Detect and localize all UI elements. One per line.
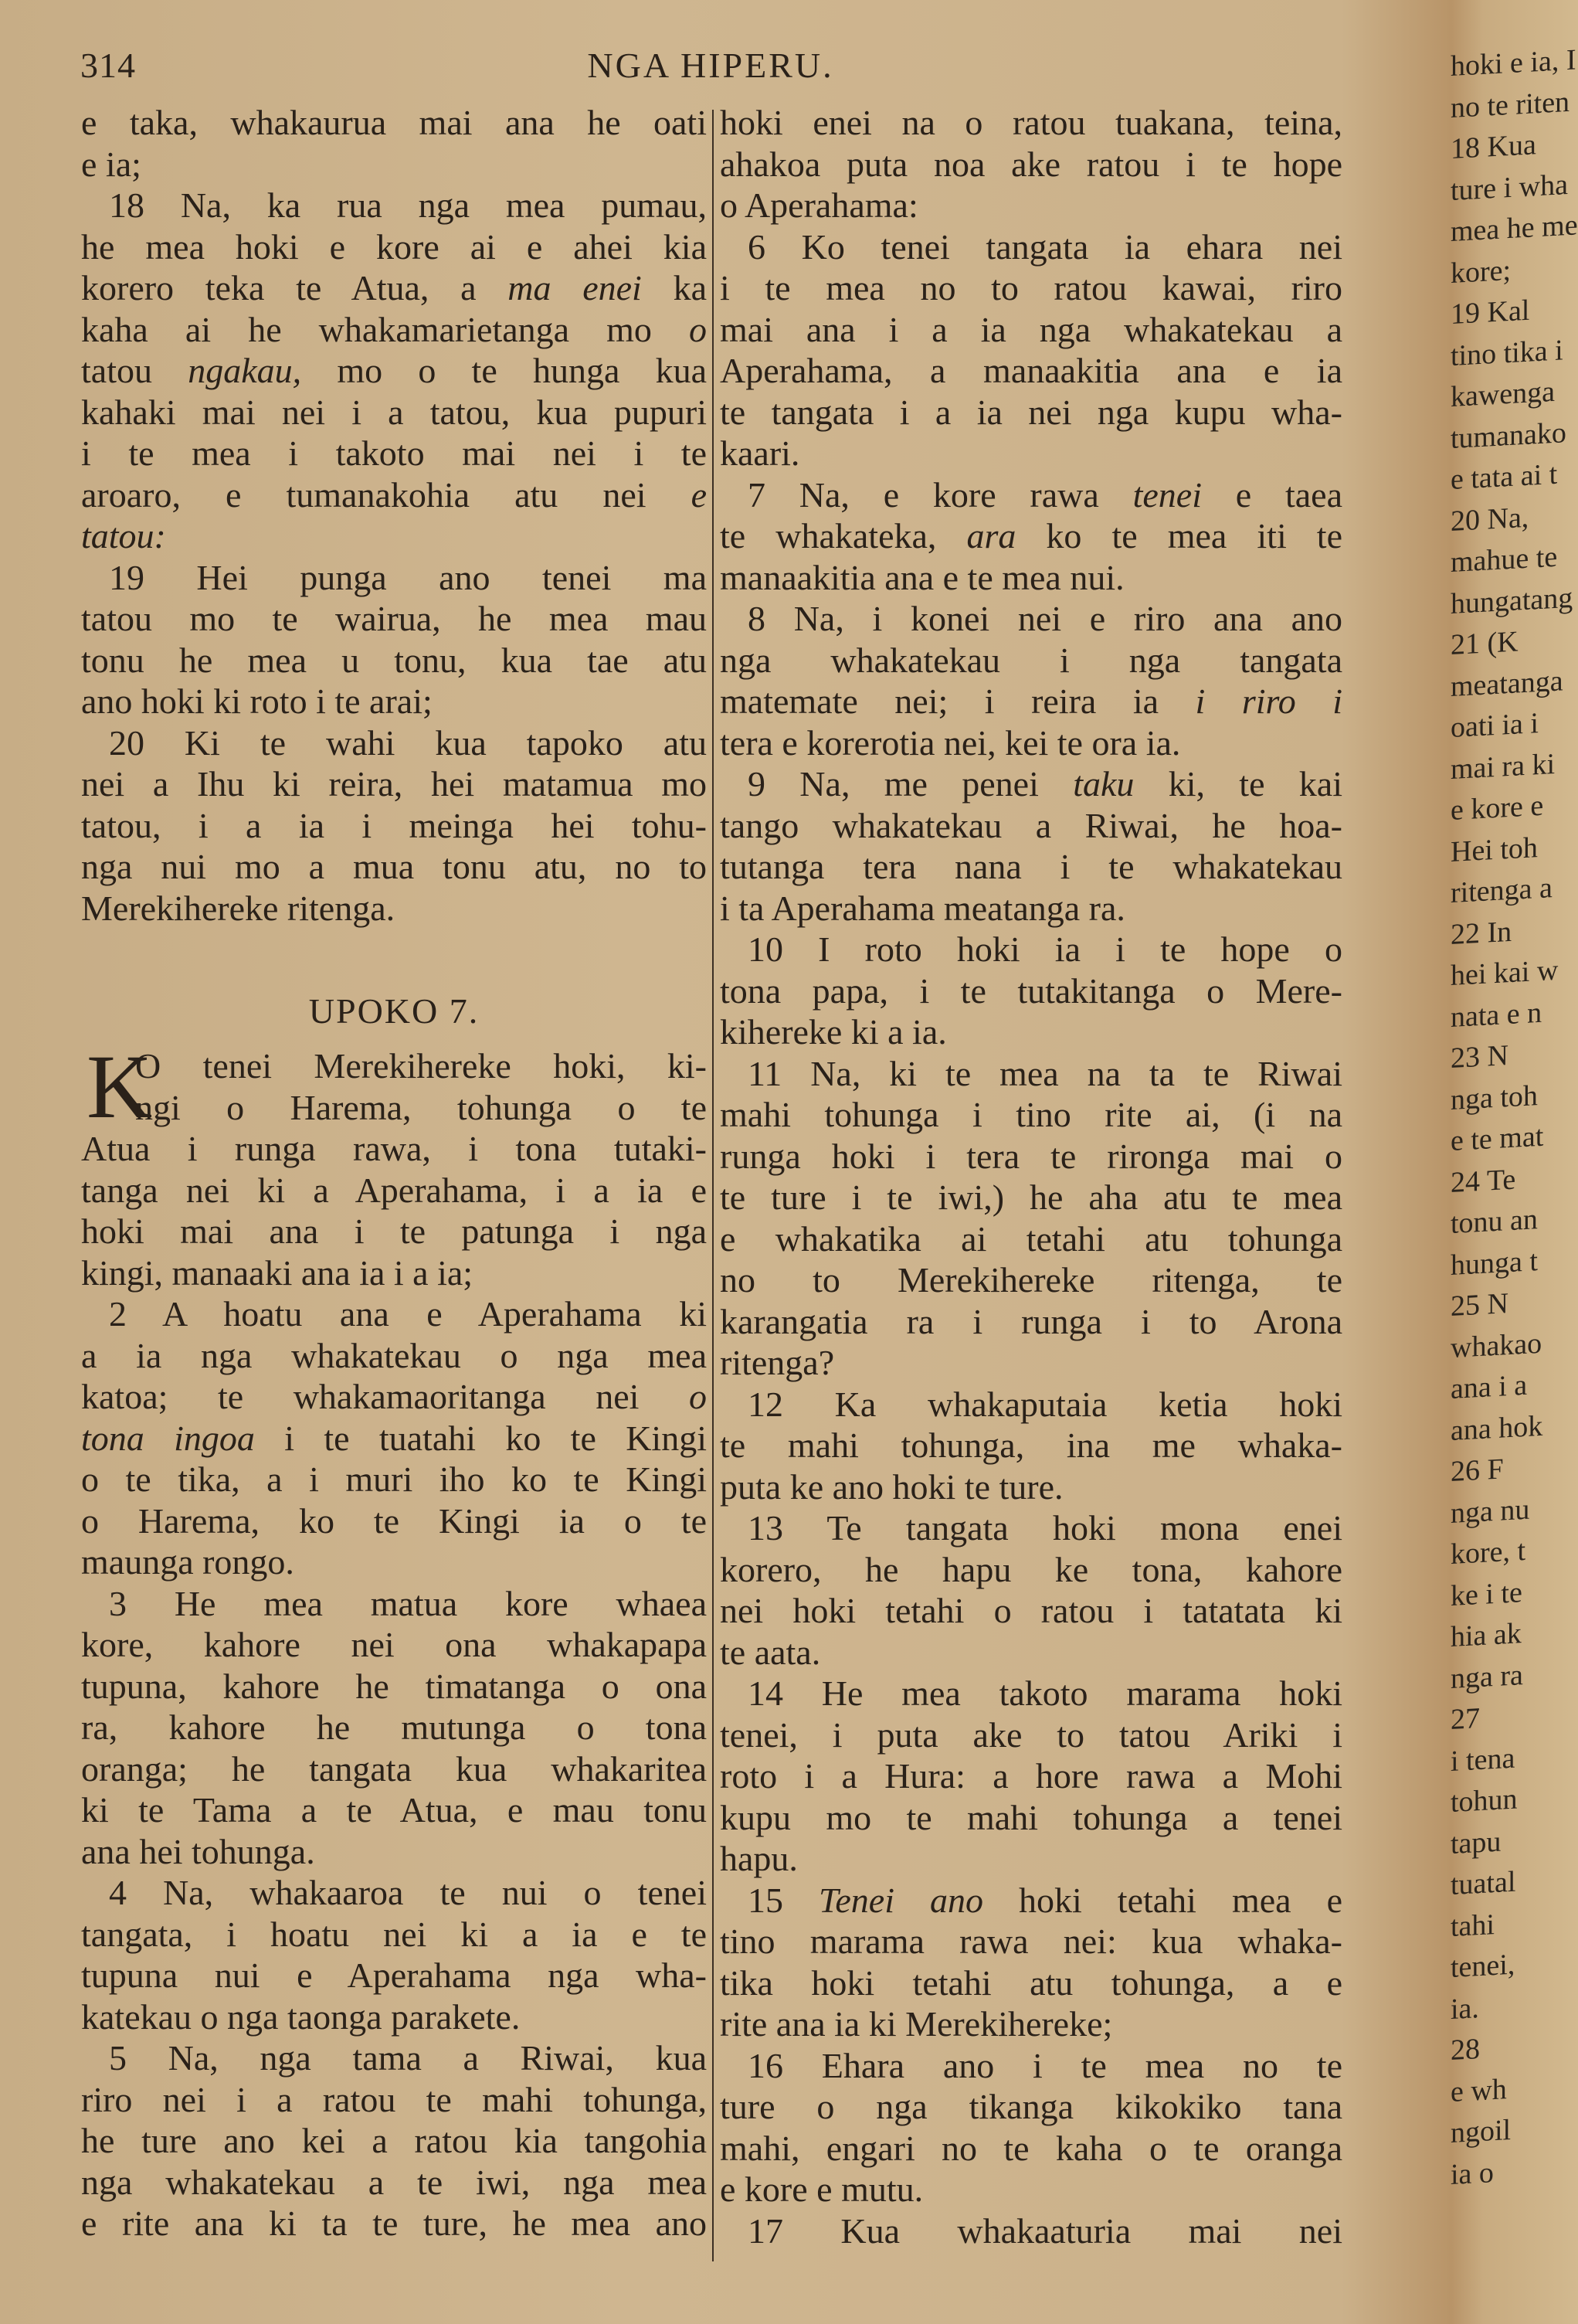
fragment-line: e te mat (1451, 1120, 1544, 1157)
fragment-line: kawenga (1451, 375, 1556, 413)
fragment-line: tumanako (1451, 416, 1566, 455)
text-segment: ana hei tohunga. (81, 1831, 315, 1871)
text-segment: tango whakatekau a Riwai, he hoa- (720, 805, 1342, 845)
text-segment: ritenga? (720, 1343, 835, 1382)
text-line (720, 1218, 1342, 1260)
text-line (81, 515, 707, 557)
fragment-line: Hei toh (1451, 831, 1538, 868)
text-segment: 3 He mea matua kore whaea (109, 1583, 707, 1623)
text-segment: mo o te hunga kua (301, 351, 708, 390)
text-segment: i te mea i takoto mai nei i te (81, 433, 707, 473)
text-line (720, 763, 1342, 805)
text-line (720, 1755, 1342, 1797)
text-line (720, 1177, 1342, 1218)
fragment-line: tenei, (1451, 1948, 1515, 1984)
text-line (81, 1541, 707, 1583)
fragment-line: nga toh (1451, 1079, 1538, 1116)
text-segment: korero teka te Atua, a (81, 268, 508, 307)
text-line (81, 2037, 707, 2079)
fragment-line: tohun (1451, 1782, 1518, 1819)
fragment-line: no te riten (1451, 85, 1570, 124)
text-segment: tupuna nui e Aperahama nga wha- (81, 1955, 707, 1995)
text-segment: 4 Na, whakaaroa te nui o tenei (109, 1873, 707, 1912)
text-line (81, 474, 707, 516)
text-line (720, 1425, 1342, 1466)
text-segment: kore, kahore nei ona whakapapa (81, 1625, 707, 1664)
text-line (720, 350, 1342, 392)
italic-text: o (689, 1377, 707, 1416)
fragment-line: nata e n (1451, 996, 1542, 1034)
italic-text: tona ingoa (81, 1418, 255, 1458)
fragment-line: 18 Kua (1451, 128, 1536, 165)
fragment-line: e kore e (1451, 789, 1544, 827)
text-segment: kaha ai he whakamarietanga mo (81, 309, 689, 349)
text-line (81, 1252, 707, 1294)
text-segment: tera e korerotia nei, kei te ora ia. (720, 722, 1181, 763)
text-line (720, 2128, 1342, 2169)
text-line (720, 2003, 1342, 2045)
text-line (81, 2203, 707, 2244)
text-segment: tatou, i a ia i meinga hei tohu- (81, 805, 707, 845)
text-line (81, 350, 707, 392)
text-segment: tika hoki tetahi atu tohunga, a e (720, 1962, 1342, 2003)
text-segment: ngi o Harema, tohunga o te (135, 1087, 707, 1127)
text-segment: e rite ana ki ta te ture, he mea ano (81, 2203, 707, 2243)
text-segment: rite ana ia ki Merekihereke; (720, 2004, 1113, 2044)
text-segment: 14 He mea takoto marama hoki (748, 1673, 1342, 1713)
text-segment: 18 Na, ka rua nga mea pumau, (109, 185, 707, 225)
text-line (720, 846, 1342, 888)
text-segment: 12 Ka whakaputaia ketia hoki (748, 1384, 1342, 1424)
text-segment: 7 Na, e kore rawa (748, 474, 1133, 515)
text-line (81, 185, 707, 226)
text-line (81, 1500, 707, 1542)
text-line (81, 1666, 707, 1707)
text-line (81, 763, 707, 805)
text-line (720, 1094, 1342, 1136)
text-segment: hoki mai ana i te patunga i nga (81, 1211, 707, 1251)
text-segment: nga whakatekau a te iwi, nga mea (81, 2162, 707, 2202)
text-segment: nga nui mo a mua tonu atu, no to (81, 847, 707, 886)
text-line (81, 1748, 707, 1790)
text-line (81, 1128, 707, 1170)
text-segment: tenei, i puta ake to tatou Ariki i (720, 1714, 1342, 1755)
text-line (81, 2162, 707, 2203)
text-segment: ture o nga tikanga kikokiko tana (720, 2087, 1342, 2126)
text-segment: tatou (81, 351, 188, 390)
text-segment: tonu he mea u tonu, kua tae atu (81, 640, 707, 680)
text-line (720, 2045, 1342, 2087)
text-line (720, 640, 1342, 681)
text-line (720, 1011, 1342, 1053)
text-segment: mahi tohunga i tino rite ai, (i na (720, 1095, 1342, 1134)
fragment-line: hoki e ia, I (1451, 43, 1576, 83)
text-line (81, 267, 707, 309)
text-line (720, 1507, 1342, 1549)
text-line (720, 1384, 1342, 1425)
fragment-line: ia o (1451, 2156, 1494, 2191)
fragment-line: tino tika i (1451, 333, 1563, 372)
text-segment: e kore e mutu. (720, 2169, 924, 2209)
text-segment: korero, he hapu ke tona, kahore (720, 1549, 1342, 1589)
fragment-line: tuatal (1451, 1865, 1516, 1901)
text-segment: matemate nei; i reira ia (720, 681, 1196, 721)
text-segment: tangata, i hoatu nei ki a ia e te (81, 1914, 707, 1954)
fragment-line: mea he me (1451, 209, 1578, 248)
text-line (81, 1583, 707, 1625)
text-segment: oranga; he tangata kua whakaritea (81, 1748, 707, 1789)
text-segment: manaakitia ana e te mea nui. (720, 557, 1125, 597)
text-line (81, 2079, 707, 2121)
text-line (81, 640, 707, 681)
text-line (81, 1955, 707, 1996)
text-segment: mai ana i a ia nga whakatekau a (720, 309, 1342, 349)
fragment-line: ke i te (1451, 1575, 1522, 1612)
text-segment: i te tuatahi ko te Kingi (254, 1418, 707, 1458)
fragment-line: hungatang (1451, 581, 1573, 620)
fragment-line: 26 F (1451, 1452, 1504, 1488)
text-line (720, 1466, 1342, 1508)
right-column (720, 102, 1342, 2251)
text-segment: hapu. (720, 1839, 798, 1878)
text-line (81, 102, 707, 144)
text-segment: 13 Te tangata hoki mona enei (748, 1508, 1342, 1548)
text-segment: ko te mea iti te (1016, 516, 1342, 556)
text-line (81, 144, 707, 185)
text-line (720, 515, 1342, 557)
text-line (720, 185, 1342, 226)
text-segment: ka (641, 268, 707, 307)
text-segment: o Harema, ko te Kingi ia o te (81, 1500, 707, 1541)
text-line (720, 1590, 1342, 1632)
text-segment: e taea (1201, 474, 1342, 515)
fragment-line: 19 Kal (1451, 294, 1530, 331)
text-segment: maunga rongo. (81, 1542, 294, 1582)
text-segment: hoki enei na o ratou tuakana, teina, (720, 103, 1342, 142)
italic-text: tatou: (81, 516, 166, 556)
drop-cap: K (87, 1036, 153, 1137)
text-segment: nei hoki tetahi o ratou i tatatata ki (720, 1591, 1342, 1630)
text-line (720, 2210, 1342, 2252)
text-line (720, 309, 1342, 351)
fragment-line: tahi (1451, 1908, 1495, 1943)
fragment-line: whakao (1451, 1327, 1542, 1364)
text-segment: te whakateka, (720, 516, 967, 556)
text-segment: tona papa, i te tutakitanga o Mere- (720, 970, 1342, 1011)
text-line (81, 1624, 707, 1666)
italic-text: o (689, 309, 707, 349)
text-segment: i te mea no to ratou kawai, riro (720, 268, 1342, 307)
text-line (720, 1673, 1342, 1714)
italic-text: tenei (1132, 474, 1202, 515)
text-line (720, 226, 1342, 268)
text-segment: O tenei Merekihereke hoki, ki- (135, 1046, 707, 1086)
fragment-line: tapu (1451, 1825, 1502, 1860)
text-line (81, 433, 707, 474)
running-title: NGA HIPERU. (587, 46, 834, 85)
fragment-line: 22 In (1451, 915, 1512, 951)
text-line (81, 1376, 707, 1418)
text-line (81, 846, 707, 888)
chapter-heading: UPOKO 7. (308, 991, 480, 1031)
text-segment: runga hoki i tera te rironga mai o (720, 1136, 1342, 1176)
italic-text: e (691, 474, 707, 515)
column-divider (712, 110, 714, 2261)
fragment-line: 21 (K (1451, 625, 1519, 661)
fragment-line: meatanga (1451, 664, 1563, 703)
text-segment: i ta Aperahama meatanga ra. (720, 888, 1125, 928)
text-segment: ki, te kai (1134, 764, 1342, 804)
fragment-line: ana i a (1451, 1368, 1528, 1405)
text-line (81, 722, 707, 764)
fragment-line: ngoil (1451, 2113, 1512, 2149)
fragment-line: i tena (1451, 1741, 1515, 1778)
text-segment: nga whakatekau i nga tangata (720, 640, 1342, 680)
fragment-line: tonu an (1451, 1203, 1538, 1240)
text-segment: Merekihereke ritenga. (81, 888, 395, 928)
fragment-line: ture i wha (1451, 168, 1568, 207)
fragment-line: 27 (1451, 1702, 1480, 1736)
text-line (720, 888, 1342, 929)
text-line (81, 2120, 707, 2162)
text-segment: kaari. (720, 433, 800, 473)
text-line (720, 102, 1342, 144)
text-line (81, 1293, 707, 1335)
text-line (720, 392, 1342, 433)
text-line (720, 1962, 1342, 2004)
fragment-line: ana hok (1451, 1409, 1543, 1447)
text-segment: 5 Na, nga tama a Riwai, kua (109, 2038, 707, 2078)
fragment-line: oati ia i (1451, 707, 1539, 744)
fragment-line: 20 Na, (1451, 501, 1529, 538)
fragment-line: e tata ai t (1451, 457, 1558, 496)
text-segment: e taka, whakaurua mai ana he oati (81, 103, 707, 142)
text-line (720, 722, 1342, 764)
text-line (81, 1914, 707, 1955)
text-segment: te aata. (720, 1632, 821, 1672)
text-segment: kupu mo te mahi tohunga a tenei (720, 1797, 1342, 1837)
text-segment: o te tika, a i muri iho ko te Kingi (81, 1459, 707, 1499)
italic-text: ngakau, (188, 351, 302, 390)
text-segment: e ia; (81, 144, 141, 184)
fragment-line: hunga t (1451, 1244, 1538, 1282)
text-segment: 8 Na, i konei nei e riro ana ano (748, 599, 1342, 638)
text-segment: te tangata i a ia nei nga kupu wha- (720, 392, 1342, 432)
text-segment: aroaro, e tumanakohia atu nei (81, 474, 691, 515)
text-segment: Atua i runga rawa, i tona tutaki- (81, 1129, 707, 1168)
text-segment: tatou mo te wairua, he mea mau (81, 599, 707, 638)
text-segment: katoa; te whakamaoritanga nei (81, 1377, 689, 1416)
italic-text: i riro i (1195, 681, 1343, 721)
text-line (81, 805, 707, 847)
text-line (720, 557, 1342, 599)
fragment-line: hia ak (1451, 1617, 1522, 1653)
text-line (81, 226, 707, 268)
text-segment: puta ke ano hoki te ture. (720, 1466, 1064, 1507)
text-line (720, 1880, 1342, 1921)
text-line (720, 2169, 1342, 2210)
text-line (720, 267, 1342, 309)
text-line (81, 1170, 707, 1211)
text-line (720, 1714, 1342, 1756)
text-segment: kingi, manaaki ana ia i a ia; (81, 1252, 473, 1293)
italic-text: ara (966, 516, 1016, 556)
text-segment: he ture ano kei a ratou kia tangohia (81, 2121, 707, 2160)
text-line (81, 1335, 707, 1377)
text-segment: 20 Ki te wahi kua tapoko atu (109, 722, 707, 763)
text-segment: ki te Tama a te Atua, e mau tonu (81, 1790, 707, 1830)
text-line (720, 474, 1342, 516)
text-line (720, 1632, 1342, 1673)
text-segment: e whakatika ai tetahi atu tohunga (720, 1218, 1342, 1259)
text-segment: tupuna, kahore he timatanga o ona (81, 1666, 707, 1706)
fragment-line: mai ra ki (1451, 747, 1556, 786)
text-segment: he mea hoki e kore ai e ahei kia (81, 226, 707, 267)
fragment-line: 28 (1451, 2033, 1480, 2067)
text-line (81, 1211, 707, 1252)
text-line (720, 144, 1342, 185)
text-segment: riro nei i a ratou te mahi tohunga, (81, 2079, 707, 2119)
fragment-line: e wh (1451, 2072, 1507, 2108)
text-line (81, 1789, 707, 1831)
text-segment: tanga nei ki a Aperahama, i a ia e (81, 1170, 707, 1210)
text-segment: 17 Kua whakaaturia mai nei (748, 2210, 1342, 2251)
text-line (81, 1996, 707, 2038)
text-segment: 15 (748, 1880, 820, 1920)
fragment-line: 24 Te (1451, 1163, 1516, 1199)
text-segment: no to Merekihereke ritenga, te (720, 1260, 1342, 1300)
text-segment: a ia nga whakatekau o nga mea (81, 1335, 707, 1375)
text-line (720, 1797, 1342, 1839)
next-page-edge (1451, 40, 1578, 2196)
fragment-line: ia. (1451, 1991, 1479, 2026)
text-line (720, 598, 1342, 640)
text-segment: 19 Hei punga ano tenei ma (109, 557, 707, 597)
text-line (720, 970, 1342, 1012)
text-segment: hoki tetahi mea e (983, 1880, 1342, 1920)
text-line (720, 1301, 1342, 1343)
text-line (720, 2086, 1342, 2128)
left-column-chapter (81, 1036, 707, 2244)
text-line (720, 929, 1342, 970)
text-segment: Aperahama, a manaakitia ana e ia (720, 351, 1342, 390)
text-line (720, 805, 1342, 847)
italic-text: ma enei (507, 268, 642, 307)
fragment-line: nga ra (1451, 1658, 1523, 1695)
text-line (81, 681, 707, 722)
fragment-line: 25 N (1451, 1287, 1508, 1323)
text-segment: tutanga tera nana i te whakatekau (720, 847, 1342, 886)
fragment-line: ritenga a (1451, 872, 1553, 909)
text-line (720, 1259, 1342, 1301)
text-segment: o Aperahama: (720, 185, 918, 225)
text-line (81, 392, 707, 433)
text-segment: karangatia ra i runga i to Arona (720, 1301, 1342, 1341)
page-number: 314 (80, 46, 136, 85)
text-segment: ano hoki ki roto i te arai; (81, 681, 433, 721)
text-segment: ahakoa puta noa ake ratou i te hope (720, 144, 1342, 184)
text-segment: 11 Na, ki te mea na ta te Riwai (748, 1053, 1342, 1093)
text-line (81, 888, 707, 929)
text-line (720, 1136, 1342, 1177)
text-line (81, 557, 707, 599)
italic-text: taku (1073, 764, 1135, 804)
text-line (81, 1872, 707, 1914)
text-line (720, 1342, 1342, 1384)
text-segment: 16 Ehara ano i te mea no te (748, 2045, 1342, 2085)
text-line (81, 1045, 707, 1087)
text-line (81, 1831, 707, 1873)
text-line (81, 309, 707, 351)
fragment-line: kore, t (1451, 1534, 1526, 1571)
text-segment: 10 I roto hoki ia i te hope o (748, 929, 1342, 969)
fragment-line: 23 N (1451, 1039, 1508, 1075)
text-line (81, 1707, 707, 1748)
text-segment: 9 Na, me penei (748, 764, 1074, 804)
text-segment: 2 A hoatu ana e Aperahama ki (109, 1294, 707, 1334)
fragment-line: mahue te (1451, 540, 1558, 579)
text-segment: roto i a Hura: a hore rawa a Mohi (720, 1756, 1342, 1796)
text-segment: te mahi tohunga, ina me whaka- (720, 1425, 1342, 1465)
text-segment: katekau o nga taonga parakete. (81, 1996, 521, 2037)
text-line (81, 1087, 707, 1129)
fragment-line: nga nu (1451, 1493, 1530, 1530)
text-segment: kihereke ki a ia. (720, 1012, 947, 1052)
text-segment: nei a Ihu ki reira, hei matamua mo (81, 764, 707, 804)
text-segment: kahaki mai nei i a tatou, kua pupuri (81, 392, 707, 432)
text-line (720, 681, 1342, 722)
italic-text: Tenei ano (819, 1880, 983, 1920)
fragment-line: hei kai w (1451, 953, 1559, 992)
text-segment: 6 Ko tenei tangata ia ehara nei (748, 226, 1342, 267)
text-segment: te ture i te iwi,) he aha atu te mea (720, 1177, 1342, 1217)
text-line (720, 1053, 1342, 1095)
text-line (81, 1418, 707, 1459)
text-line (720, 1838, 1342, 1880)
text-segment: tino marama rawa nei: kua whaka- (720, 1921, 1342, 1961)
text-line (720, 433, 1342, 474)
text-line (720, 1921, 1342, 1962)
text-line (720, 1549, 1342, 1591)
text-segment: mahi, engari no te kaha o te oranga (720, 2128, 1342, 2168)
text-line (81, 598, 707, 640)
text-line (81, 1459, 707, 1500)
left-column-top (81, 102, 707, 929)
text-segment: ra, kahore he mutunga o tona (81, 1707, 707, 1747)
fragment-line: kore; (1451, 253, 1512, 290)
